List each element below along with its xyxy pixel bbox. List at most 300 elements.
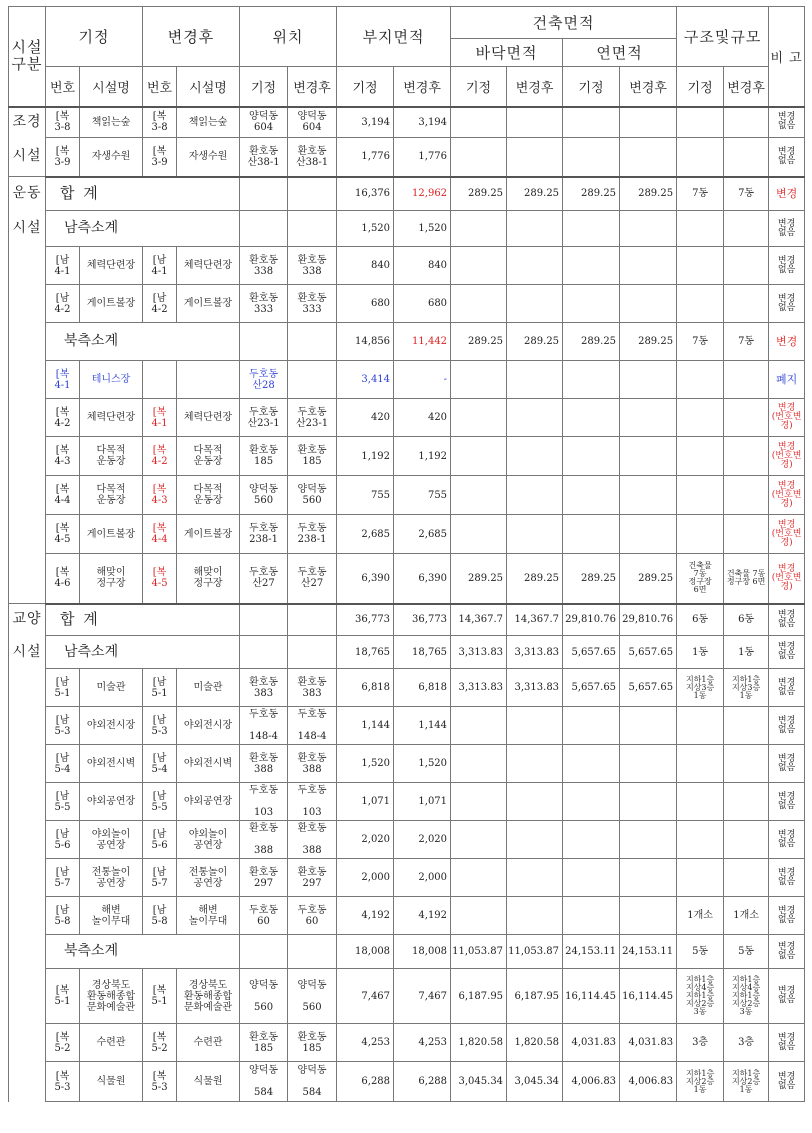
- existing-structure: [677, 361, 724, 399]
- existing-site-area: 3,414: [337, 361, 394, 399]
- changed-number: [남 5-7: [143, 859, 177, 897]
- changed-total-floor-area: 289.25: [620, 554, 677, 604]
- table-header: [9, 7, 805, 107]
- existing-floor-area: [451, 437, 507, 476]
- existing-total-floor-area: [563, 476, 620, 515]
- header-site-area: 부지면적: [337, 7, 451, 67]
- changed-site-area: 4,253: [394, 1024, 451, 1062]
- existing-structure: [677, 707, 724, 745]
- existing-number: [남 5-5: [46, 783, 80, 821]
- changed-number: [남 5-3: [143, 707, 177, 745]
- header-existing-short: 기정: [451, 67, 507, 107]
- existing-number: [복 4-2: [46, 399, 80, 437]
- changed-total-floor-area: 5,657.65: [620, 636, 677, 669]
- changed-number: [남 4-1: [143, 247, 177, 285]
- existing-structure: [677, 247, 724, 285]
- existing-floor-area: 11,053.87: [451, 935, 507, 969]
- changed-structure: [724, 437, 769, 476]
- existing-site-area: 1,071: [337, 783, 394, 821]
- existing-site-area: 2,000: [337, 859, 394, 897]
- existing-number: [복 4-1: [46, 361, 80, 399]
- existing-number: [남 5-6: [46, 821, 80, 859]
- existing-number: [복 3-8: [46, 107, 80, 138]
- changed-structure: [724, 859, 769, 897]
- existing-total-floor-area: 4,031.83: [563, 1024, 620, 1062]
- existing-structure: 7동: [677, 177, 724, 211]
- table-row: [9, 969, 805, 1024]
- changed-site-area: -: [394, 361, 451, 399]
- existing-floor-area: 3,313.83: [451, 669, 507, 707]
- existing-floor-area: [451, 247, 507, 285]
- existing-structure: 1개소: [677, 897, 724, 935]
- remark-cell: 폐지: [769, 361, 805, 399]
- header-category: 시설 구분: [9, 7, 46, 107]
- existing-floor-area: [451, 707, 507, 745]
- table-row: [9, 177, 805, 211]
- existing-site-area: 4,253: [337, 1024, 394, 1062]
- category-cell: [9, 247, 46, 285]
- changed-floor-area: [507, 707, 563, 745]
- changed-facility-name: 해변 놀이무대: [177, 897, 240, 935]
- existing-floor-area: [451, 399, 507, 437]
- existing-total-floor-area: [563, 247, 620, 285]
- existing-total-floor-area: [563, 399, 620, 437]
- header-existing-short: 기정: [240, 67, 288, 107]
- remark-cell: 변경 없음: [769, 1062, 805, 1102]
- existing-facility-name: 미술관: [80, 669, 143, 707]
- subtotal-label: 남측소계: [46, 636, 240, 669]
- changed-number: [복 5-2: [143, 1024, 177, 1062]
- header-changed-short: 변경후: [724, 67, 769, 107]
- existing-location: 양덕동 560: [240, 476, 288, 515]
- changed-facility-name: 경상북도 환동해종합 문화예술관: [177, 969, 240, 1024]
- changed-structure: 지하1층 지상2층 1동: [724, 1062, 769, 1102]
- category-cell: [9, 859, 46, 897]
- existing-total-floor-area: [563, 107, 620, 138]
- existing-structure: [677, 399, 724, 437]
- changed-structure: 1동: [724, 636, 769, 669]
- existing-structure: [677, 211, 724, 247]
- changed-floor-area: 3,045.34: [507, 1062, 563, 1102]
- changed-total-floor-area: [620, 783, 677, 821]
- existing-structure: [677, 138, 724, 177]
- changed-floor-area: [507, 138, 563, 177]
- existing-site-area: 2,020: [337, 821, 394, 859]
- existing-total-floor-area: [563, 361, 620, 399]
- changed-facility-name: 체력단련장: [177, 247, 240, 285]
- category-cell: 조경: [9, 107, 46, 138]
- existing-floor-area: 289.25: [451, 554, 507, 604]
- changed-floor-area: 3,313.83: [507, 669, 563, 707]
- changed-location: 두호동 148-4: [288, 707, 337, 745]
- changed-location: 환호동 산38-1: [288, 138, 337, 177]
- header-changed-short: 변경후: [394, 67, 451, 107]
- changed-structure: [724, 247, 769, 285]
- changed-site-area: 1,192: [394, 437, 451, 476]
- changed-number: [복 4-2: [143, 437, 177, 476]
- existing-location: 양덕동 604: [240, 107, 288, 138]
- remark-cell: 변경 없음: [769, 247, 805, 285]
- existing-facility-name: 다목적 운동장: [80, 476, 143, 515]
- header-total-floor-area: 연면적: [563, 39, 677, 67]
- changed-structure: [724, 476, 769, 515]
- remark-cell: 변경 없음: [769, 935, 805, 969]
- changed-floor-area: [507, 285, 563, 323]
- remark-cell: 변경 없음: [769, 821, 805, 859]
- changed-facility-name: [177, 361, 240, 399]
- empty-cell: [240, 211, 288, 247]
- remark-cell: 변경 없음: [769, 285, 805, 323]
- category-cell: [9, 361, 46, 399]
- changed-total-floor-area: 16,114.45: [620, 969, 677, 1024]
- changed-number: [복 4-3: [143, 476, 177, 515]
- existing-floor-area: [451, 107, 507, 138]
- existing-total-floor-area: 5,657.65: [563, 669, 620, 707]
- changed-location: 양덕동 560: [288, 969, 337, 1024]
- existing-total-floor-area: [563, 745, 620, 783]
- existing-facility-name: 자생수원: [80, 138, 143, 177]
- changed-site-area: 680: [394, 285, 451, 323]
- changed-floor-area: [507, 399, 563, 437]
- existing-floor-area: [451, 821, 507, 859]
- existing-facility-name: 체력단련장: [80, 247, 143, 285]
- existing-structure: [677, 437, 724, 476]
- changed-total-floor-area: [620, 707, 677, 745]
- existing-number: [남 5-8: [46, 897, 80, 935]
- table-row: [9, 636, 805, 669]
- changed-floor-area: 6,187.95: [507, 969, 563, 1024]
- changed-total-floor-area: [620, 285, 677, 323]
- existing-location: 양덕동 560: [240, 969, 288, 1024]
- changed-total-floor-area: 29,810.76: [620, 604, 677, 636]
- category-cell: [9, 554, 46, 604]
- table-row: [9, 399, 805, 437]
- changed-number: [복 3-9: [143, 138, 177, 177]
- existing-location: 환호동 383: [240, 669, 288, 707]
- existing-site-area: 2,685: [337, 515, 394, 554]
- existing-facility-name: 수련관: [80, 1024, 143, 1062]
- existing-total-floor-area: 24,153.11: [563, 935, 620, 969]
- existing-facility-name: 야외전시장: [80, 707, 143, 745]
- existing-floor-area: [451, 361, 507, 399]
- category-cell: [9, 935, 46, 969]
- changed-structure: [724, 707, 769, 745]
- existing-floor-area: [451, 515, 507, 554]
- existing-facility-name: 다목적 운동장: [80, 437, 143, 476]
- existing-site-area: 18,008: [337, 935, 394, 969]
- existing-location: 두호동 148-4: [240, 707, 288, 745]
- changed-facility-name: 전통놀이 공연장: [177, 859, 240, 897]
- existing-location: 두호동 238-1: [240, 515, 288, 554]
- header-remark: 비 고: [769, 7, 805, 107]
- empty-cell: [288, 636, 337, 669]
- existing-location: 환호동 185: [240, 437, 288, 476]
- empty-cell: [240, 604, 288, 636]
- category-cell: 시설: [9, 636, 46, 669]
- existing-number: [남 4-2: [46, 285, 80, 323]
- table-row: [9, 859, 805, 897]
- existing-total-floor-area: 289.25: [563, 323, 620, 361]
- existing-site-area: 6,288: [337, 1062, 394, 1102]
- existing-site-area: 680: [337, 285, 394, 323]
- changed-total-floor-area: [620, 399, 677, 437]
- changed-facility-name: 야외전시벽: [177, 745, 240, 783]
- existing-floor-area: [451, 211, 507, 247]
- changed-site-area: 12,962: [394, 177, 451, 211]
- header-existing: 기정: [46, 7, 143, 67]
- changed-total-floor-area: [620, 247, 677, 285]
- existing-site-area: 1,520: [337, 211, 394, 247]
- changed-location: 두호동 산23-1: [288, 399, 337, 437]
- changed-number: [복 3-8: [143, 107, 177, 138]
- changed-floor-area: [507, 897, 563, 935]
- category-cell: [9, 745, 46, 783]
- changed-total-floor-area: [620, 859, 677, 897]
- remark-cell: 변경 없음: [769, 897, 805, 935]
- existing-structure: 지하1층 지상3층 1동: [677, 669, 724, 707]
- changed-facility-name: 해맞이 정구장: [177, 554, 240, 604]
- changed-facility-name: 수련관: [177, 1024, 240, 1062]
- subtotal-label: 북측소계: [46, 323, 240, 361]
- changed-total-floor-area: [620, 361, 677, 399]
- header-changed-short: 변경후: [620, 67, 677, 107]
- existing-location: 두호동 산23-1: [240, 399, 288, 437]
- existing-location: 환호동 산38-1: [240, 138, 288, 177]
- empty-cell: [240, 323, 288, 361]
- table-row: [9, 515, 805, 554]
- remark-cell: 변경 (번호변경): [769, 554, 805, 604]
- header-changed-short: 변경후: [507, 67, 563, 107]
- remark-cell: 변경 없음: [769, 783, 805, 821]
- empty-cell: [288, 323, 337, 361]
- category-cell: [9, 897, 46, 935]
- subtotal-label: 북측소계: [46, 935, 240, 969]
- existing-location: 두호동 60: [240, 897, 288, 935]
- changed-structure: [724, 821, 769, 859]
- table-row: [9, 211, 805, 247]
- changed-total-floor-area: [620, 107, 677, 138]
- existing-number: [복 5-3: [46, 1062, 80, 1102]
- changed-number: [남 5-6: [143, 821, 177, 859]
- existing-site-area: 1,144: [337, 707, 394, 745]
- existing-number: [남 5-4: [46, 745, 80, 783]
- existing-facility-name: 야외전시벽: [80, 745, 143, 783]
- changed-floor-area: [507, 783, 563, 821]
- changed-structure: [724, 745, 769, 783]
- changed-location: 환호동 383: [288, 669, 337, 707]
- category-cell: [9, 969, 46, 1024]
- existing-floor-area: 1,820.58: [451, 1024, 507, 1062]
- empty-cell: [240, 177, 288, 211]
- existing-site-area: 14,856: [337, 323, 394, 361]
- existing-floor-area: [451, 897, 507, 935]
- changed-site-area: 6,818: [394, 669, 451, 707]
- existing-facility-name: 책읽는숲: [80, 107, 143, 138]
- changed-site-area: 6,390: [394, 554, 451, 604]
- header-facility-name: 시설명: [177, 67, 240, 107]
- category-cell: [9, 515, 46, 554]
- changed-number: [복 4-1: [143, 399, 177, 437]
- changed-structure: 5동: [724, 935, 769, 969]
- changed-total-floor-area: 5,657.65: [620, 669, 677, 707]
- changed-total-floor-area: 289.25: [620, 323, 677, 361]
- category-cell: [9, 399, 46, 437]
- existing-number: [복 4-4: [46, 476, 80, 515]
- changed-facility-name: 체력단련장: [177, 399, 240, 437]
- changed-total-floor-area: [620, 515, 677, 554]
- category-cell: [9, 669, 46, 707]
- header-num: 번호: [46, 67, 80, 107]
- table-row: [9, 247, 805, 285]
- existing-facility-name: 야외놀이 공연장: [80, 821, 143, 859]
- existing-location: 두호동 103: [240, 783, 288, 821]
- remark-cell: 변경 없음: [769, 859, 805, 897]
- existing-total-floor-area: [563, 859, 620, 897]
- existing-location: 양덕동 584: [240, 1062, 288, 1102]
- changed-structure: 지하1층 지상3층 1동: [724, 669, 769, 707]
- total-label: 합 계: [46, 177, 240, 211]
- category-cell: 시설: [9, 211, 46, 247]
- changed-facility-name: 다목적 운동장: [177, 437, 240, 476]
- header-changed-short: 변경후: [288, 67, 337, 107]
- existing-floor-area: 6,187.95: [451, 969, 507, 1024]
- existing-floor-area: [451, 783, 507, 821]
- remark-cell: 변경 없음: [769, 1024, 805, 1062]
- changed-facility-name: 자생수원: [177, 138, 240, 177]
- existing-total-floor-area: [563, 821, 620, 859]
- changed-floor-area: [507, 515, 563, 554]
- changed-floor-area: 289.25: [507, 323, 563, 361]
- changed-site-area: 840: [394, 247, 451, 285]
- changed-structure: 3층: [724, 1024, 769, 1062]
- changed-site-area: 36,773: [394, 604, 451, 636]
- existing-facility-name: 식물원: [80, 1062, 143, 1102]
- changed-site-area: 2,020: [394, 821, 451, 859]
- existing-site-area: 755: [337, 476, 394, 515]
- changed-site-area: 3,194: [394, 107, 451, 138]
- header-structure: 구조및규모: [677, 7, 769, 67]
- changed-total-floor-area: 24,153.11: [620, 935, 677, 969]
- changed-location: 두호동 238-1: [288, 515, 337, 554]
- remark-cell: 변경: [769, 177, 805, 211]
- existing-total-floor-area: 289.25: [563, 554, 620, 604]
- remark-cell: 변경 (번호변경): [769, 476, 805, 515]
- changed-site-area: 4,192: [394, 897, 451, 935]
- table-row: [9, 821, 805, 859]
- changed-number: [남 5-5: [143, 783, 177, 821]
- existing-site-area: 36,773: [337, 604, 394, 636]
- changed-total-floor-area: 4,006.83: [620, 1062, 677, 1102]
- changed-floor-area: 11,053.87: [507, 935, 563, 969]
- changed-structure: [724, 361, 769, 399]
- existing-total-floor-area: [563, 783, 620, 821]
- existing-number: [남 5-3: [46, 707, 80, 745]
- changed-structure: [724, 285, 769, 323]
- table-row: [9, 1024, 805, 1062]
- existing-number: [복 4-6: [46, 554, 80, 604]
- table-row: [9, 437, 805, 476]
- existing-structure: 6동: [677, 604, 724, 636]
- existing-site-area: 4,192: [337, 897, 394, 935]
- changed-structure: [724, 138, 769, 177]
- existing-site-area: 16,376: [337, 177, 394, 211]
- changed-floor-area: [507, 211, 563, 247]
- category-cell: [9, 285, 46, 323]
- remark-cell: 변경 없음: [769, 107, 805, 138]
- changed-number: [남 5-8: [143, 897, 177, 935]
- changed-location: 두호동 103: [288, 783, 337, 821]
- changed-structure: [724, 515, 769, 554]
- changed-location: 환호동 338: [288, 247, 337, 285]
- category-cell: [9, 783, 46, 821]
- category-cell: [9, 437, 46, 476]
- facility-table-wrap: [8, 6, 804, 1102]
- existing-location: 환호동 338: [240, 247, 288, 285]
- changed-floor-area: 1,820.58: [507, 1024, 563, 1062]
- changed-number: [복 4-4: [143, 515, 177, 554]
- changed-floor-area: [507, 745, 563, 783]
- existing-number: [복 5-2: [46, 1024, 80, 1062]
- existing-structure: 7동: [677, 323, 724, 361]
- changed-total-floor-area: 289.25: [620, 177, 677, 211]
- existing-location: 환호동 388: [240, 821, 288, 859]
- changed-structure: 6동: [724, 604, 769, 636]
- changed-structure: 지하1층 지상4층 지하1층 지상2층 3동: [724, 969, 769, 1024]
- existing-floor-area: 3,313.83: [451, 636, 507, 669]
- existing-number: [복 5-1: [46, 969, 80, 1024]
- existing-structure: 3층: [677, 1024, 724, 1062]
- existing-site-area: 7,467: [337, 969, 394, 1024]
- existing-structure: 건축물 7동 정구장 6면: [677, 554, 724, 604]
- existing-floor-area: 3,045.34: [451, 1062, 507, 1102]
- existing-site-area: 1,776: [337, 138, 394, 177]
- remark-cell: 변경 없음: [769, 138, 805, 177]
- existing-floor-area: [451, 745, 507, 783]
- existing-site-area: 3,194: [337, 107, 394, 138]
- existing-total-floor-area: 4,006.83: [563, 1062, 620, 1102]
- existing-number: [남 4-1: [46, 247, 80, 285]
- existing-structure: 지하1층 지상2층 1동: [677, 1062, 724, 1102]
- changed-facility-name: 게이트볼장: [177, 515, 240, 554]
- header-changed: 변경후: [143, 7, 240, 67]
- changed-location: 환호동 185: [288, 1024, 337, 1062]
- changed-floor-area: [507, 821, 563, 859]
- table-row: [9, 1062, 805, 1102]
- existing-total-floor-area: 289.25: [563, 177, 620, 211]
- changed-facility-name: 미술관: [177, 669, 240, 707]
- existing-facility-name: 해변 놀이무대: [80, 897, 143, 935]
- existing-structure: [677, 783, 724, 821]
- existing-facility-name: 경상북도 환동해종합 문화예술관: [80, 969, 143, 1024]
- existing-total-floor-area: [563, 138, 620, 177]
- changed-site-area: 2,000: [394, 859, 451, 897]
- existing-structure: [677, 745, 724, 783]
- header-location: 위치: [240, 7, 337, 67]
- existing-total-floor-area: [563, 285, 620, 323]
- table-row: [9, 604, 805, 636]
- changed-structure: 7동: [724, 177, 769, 211]
- existing-total-floor-area: [563, 707, 620, 745]
- remark-cell: 변경 없음: [769, 604, 805, 636]
- empty-cell: [288, 211, 337, 247]
- changed-location: 환호동 185: [288, 437, 337, 476]
- changed-facility-name: 책읽는숲: [177, 107, 240, 138]
- existing-location: 두호동 산27: [240, 554, 288, 604]
- existing-location: 두호동 산28: [240, 361, 288, 399]
- existing-total-floor-area: [563, 437, 620, 476]
- existing-number: [복 4-5: [46, 515, 80, 554]
- changed-total-floor-area: 4,031.83: [620, 1024, 677, 1062]
